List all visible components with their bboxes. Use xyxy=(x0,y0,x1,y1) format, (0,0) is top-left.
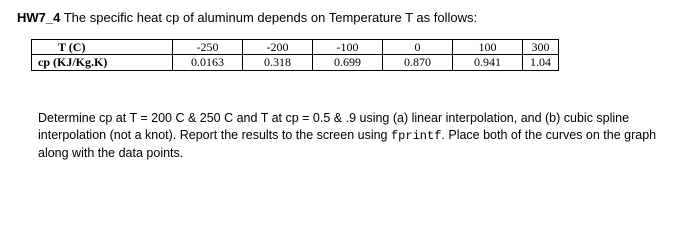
temperature-cell: -200 xyxy=(243,40,313,55)
problem-id: HW7_4 xyxy=(17,10,61,25)
specific-heat-cell: 0.318 xyxy=(243,55,313,71)
temperature-cell: 0 xyxy=(383,40,453,55)
temperature-cell: -250 xyxy=(173,40,243,55)
specific-heat-row-label: cp (KJ/Kg.K) xyxy=(32,55,173,71)
specific-heat-cell: 1.04 xyxy=(523,55,559,71)
temperature-cell: 300 xyxy=(523,40,559,55)
specific-heat-row xyxy=(32,55,559,71)
instructions-text-end: . Place both of the curves on the graph along with the data points. xyxy=(38,128,657,160)
temperature-cell: 100 xyxy=(453,40,523,55)
instructions-text: Determine cp at T = 200 C & 250 C and T at cp = 0.5 & .9 using (a) linear interpolation, and (b) cubic spline interpolation (not a knot). Report the results to the screen using xyxy=(38,111,630,142)
problem-heading xyxy=(17,10,477,26)
temperature-row xyxy=(32,40,559,55)
specific-heat-cell: 0.699 xyxy=(313,55,383,71)
specific-heat-cell: 0.870 xyxy=(383,55,453,71)
specific-heat-cell: 0.941 xyxy=(453,55,523,71)
problem-heading-text: The specific heat cp of aluminum depends on Temperature T as follows: xyxy=(60,10,478,25)
temperature-cell: -100 xyxy=(313,40,383,55)
temperature-row-label: T (C) xyxy=(32,40,173,55)
problem-instructions xyxy=(38,110,683,162)
fprintf-code: fprintf xyxy=(390,129,442,143)
specific-heat-table xyxy=(31,39,559,71)
specific-heat-cell: 0.0163 xyxy=(173,55,243,71)
